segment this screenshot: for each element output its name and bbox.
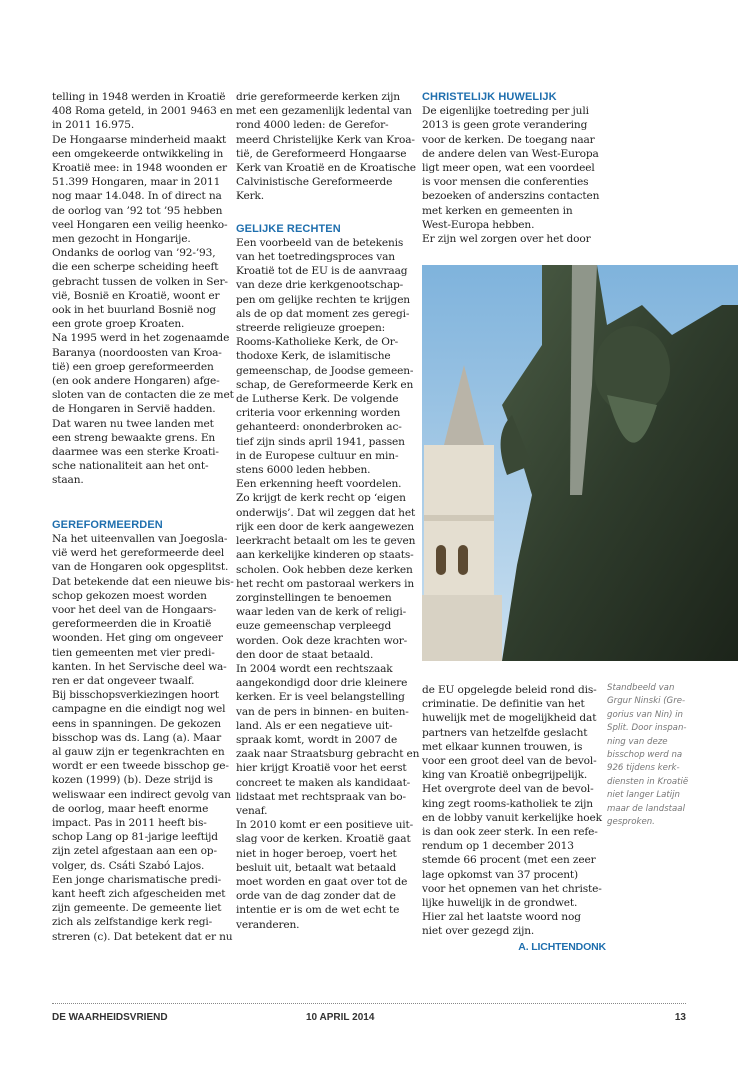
paragraph: drie gereformeerde kerken zijn met een gezamenlijk ledental van rond 4000 leden: de Gerefor- meerd Christelijke Kerk van Kroa- tië, de Gereformeerd Hongaarse Kerk van Kroatië en de Kroatische Calvinistische Gereformeerde Kerk.	[236, 91, 416, 203]
section-heading: GEREFORMEERDEN	[52, 518, 163, 531]
paragraph: Het overgrote deel van de bevol- king zegt rooms-katholiek te zijn en de lobby vanuit kerkelijke hoek is dan ook zeer sterk. In een refe- rendum op 1 december 2013 stemde 66 procent (met een zeer lage opkomst van 37 procent) voor het opnemen van het christe- lijke huwelijk in de grondwet. Hier zal het laatste woord nog niet over gezegd zijn.	[422, 783, 602, 938]
page-number: 13	[674, 1012, 686, 1023]
paragraph: Na het uiteenvallen van Joegosla- vië werd het gereformeerde deel van de Hongaren ook opgesplitst. Dat betekende dat een nieuwe bis- schop gekozen moest worden voor het deel van de Hongaars- gereformeerden die in Kroatië woonden. Het ging om ongeveer tien gemeenten met vier predi- kanten. In het Servische deel wa- ren er dat ongeveer twaalf.	[52, 532, 234, 687]
paragraph: telling in 1948 werden in Kroatië 408 Roma geteld, in 2001 9463 en in 2011 16.975.	[52, 91, 233, 132]
statue-photo	[422, 265, 738, 661]
footer-date: 10 APRIL 2014	[306, 1012, 375, 1023]
paragraph: Bij bisschopsverkiezingen hoort campagne en die eindigt nog wel eens in spanningen. De gekozen bisschop was ds. Lang (a). Maar al gauw zijn er tegenkrachten en wordt er een tweede bisschop ge- kozen (1999) (b). Deze strijd is weliswaar een indirect gevolg van de oorlog, maar heeft enorme impact. Pas in 2011 heeft bis- schop Lang op 81-jarige leeftijd zijn zetel afgestaan aan een op- volger, ds. Csáti Szabó Lajos.	[52, 689, 231, 872]
column-3-top	[422, 90, 606, 246]
section-heading: CHRISTELIJK HUWELIJK	[422, 91, 557, 103]
footer-divider	[52, 1003, 686, 1004]
column-1	[52, 90, 236, 944]
author-name: A. LICHTENDONK	[518, 940, 606, 953]
column-3-bottom	[422, 683, 606, 954]
paragraph: Een voorbeeld van de betekenis van het toetredingsproces van Kroatië tot de EU is de aanvraag van deze drie kerkgenootschap- pen om gelijke rechten te krijgen als de op dat moment zes geregi- streerde religieuze groepen: Rooms-Katholieke Kerk, de Or- thodoxe Kerk, de islamitische gemeenschap, de Joodse gemeen- schap, de Gereformeerde Kerk en de Lutherse Kerk. De volgende criteria voor erkenning worden gehanteerd: ononderbroken ac- tief zijn sinds april 1941, passen in de Europese cultuur en min- stens 6000 leden hebben.	[236, 236, 414, 477]
paragraph: Een jonge charismatische predi- kant heeft zich afgescheiden met zijn gemeente. De gemeente liet zich als zelfstandige kerk regi- streren (c). Dat betekent dat er nu	[52, 873, 233, 943]
paragraph: Na 1995 werd in het zogenaamde Baranya (noordoosten van Kroa- tië) een groep gereformeerden (en ook andere Hongaren) afge- sloten van de contacten die ze met de Hongaren in Servië hadden. Dat waren nu twee landen met een streng bewaakte grens. En daarmee was een sterke Kroati- sche nationaliteit aan het ont- staan.	[52, 332, 234, 487]
paragraph: de EU opgelegde beleid rond dis- criminatie. De definitie van het huwelijk met de mogelijkheid dat partners van hetzelfde geslacht met elkaar kunnen trouwen, is voor een groot deel van de bevol- king van Kroatië onbegrijpelijk.	[422, 684, 597, 782]
paragraph: De eigenlijke toetreding per juli 2013 is geen grote verandering voor de kerken. De toegang naar de andere delen van West-Europa ligt meer open, wat een voordeel is voor mensen die conferenties bezoeken of anderszins contacten met kerken en gemeenten in West-Europa hebben.	[422, 105, 600, 231]
paragraph: De Hongaarse minderheid maakt een omgekeerde ontwikkeling in Kroatië mee: in 1948 woonden er 51.399 Hongaren, maar in 2011 nog maar 14.048. In of direct na de oorlog van ’92 tot ’95 hebben veel Hongaren een veilig heenko- men gezocht in Hongarije.	[52, 133, 228, 246]
footer-publication: DE WAARHEIDSVRIEND	[52, 1012, 168, 1023]
paragraph: In 2004 wordt een rechtszaak aangekondigd door drie kleinere kerken. Er is veel belangstelling van de pers in binnen- en buiten- land. Als er een negatieve uit- spraak komt, wordt in 2007 de zaak naar Straatsburg gebracht en hier krijgt Kroatië voor het eerst concreet te maken als kandidaat- lidstaat met rechtspraak van bo- venaf.	[236, 662, 420, 817]
paragraph: In 2010 komt er een positieve uit- slag voor de kerken. Kroatië gaat niet in hoger beroep, voert het besluit uit, betaalt wat betaald moet worden en gaat over tot de orde van de dag zonder dat de intentie er is om de wet echt te veranderen.	[236, 819, 414, 931]
paragraph: Een erkenning heeft voordelen. Zo krijgt de kerk recht op ‘eigen onderwijs’. Dat wil zeggen dat het rijk een door de kerk aangewezen leerkracht betaalt om les te geven aan kerkelijke kinderen op staats- scholen. Ook hebben deze kerken het recht om pastoraal werkers in zorginstellingen te benoemen waar leden van de kerk of religi- euze gemeenschap verpleegd worden. Ook deze krachten wor- den door de staat betaald.	[236, 478, 416, 661]
column-2	[236, 90, 420, 932]
paragraph: Er zijn wel zorgen over het door	[422, 233, 591, 246]
section-heading: GELIJKE RECHTEN	[236, 222, 341, 235]
paragraph: Ondanks de oorlog van ’92-’93, die een scherpe scheiding heeft gebracht tussen de volken in Ser- vië, Bosnië en Kroatië, woont er ook in het buurland Bosnië nog een grote groep Kroaten.	[52, 247, 228, 331]
photo-caption: Standbeeld van Grgur Ninski (Gre- gorius van Nin) in Split. Door inspan- ning van deze bisschop werd na 926 tijdens kerk- diensten in Kroatië niet langer Latijn maar de landstaal gesproken.	[607, 683, 689, 828]
